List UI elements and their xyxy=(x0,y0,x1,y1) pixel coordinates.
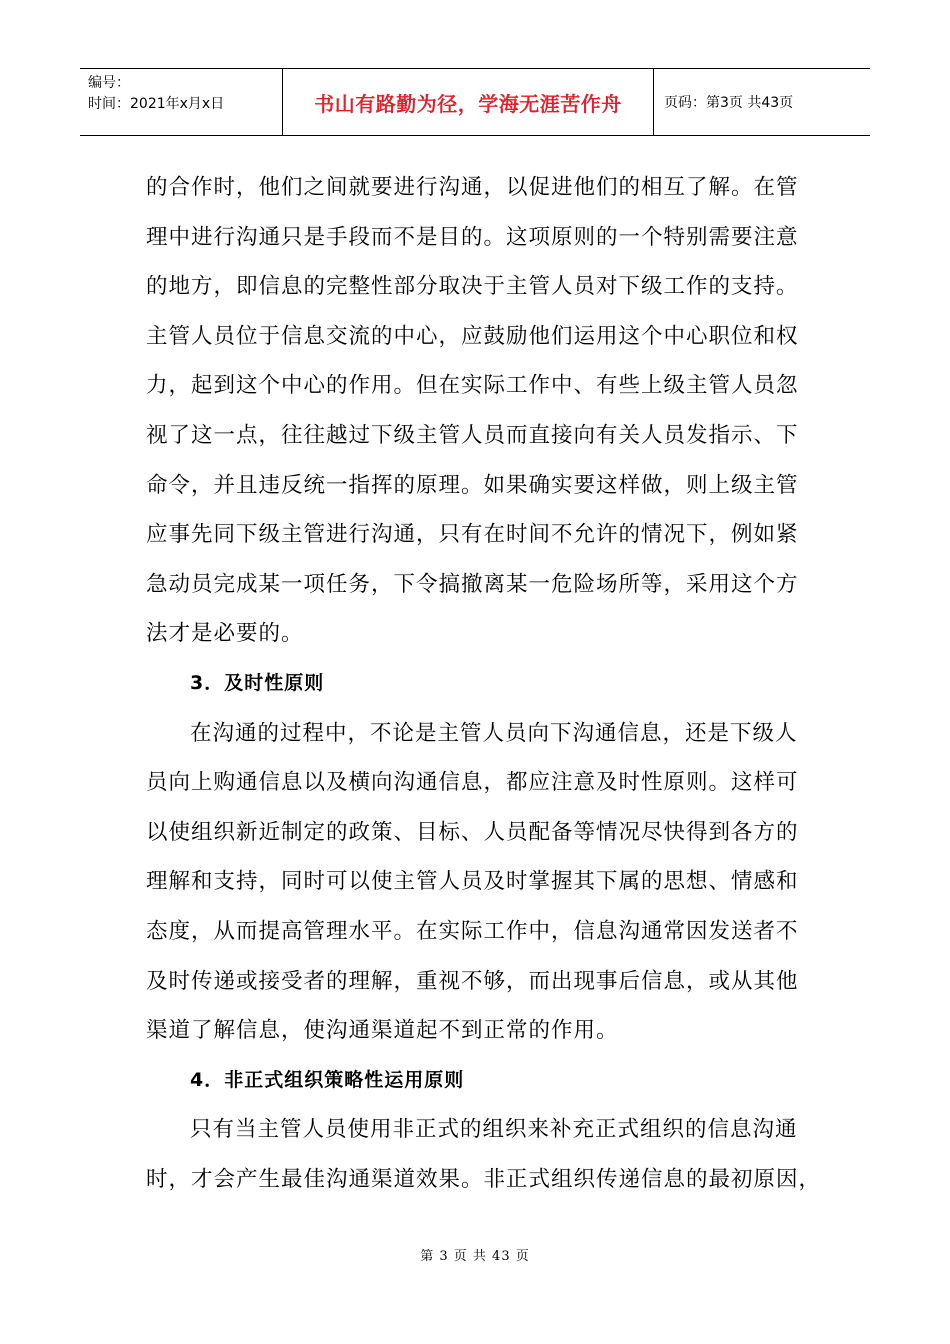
text-line: 的地方，即信息的完整性部分取决于主管人员对下级工作的支持。 xyxy=(146,274,799,300)
text-line: 应事先同下级主管进行沟通，只有在时间不允许的情况下，例如紧 xyxy=(146,522,799,548)
header-meta xyxy=(80,69,282,135)
text-line: 渠道了解信息，使沟通渠道起不到正常的作用。 xyxy=(146,1018,619,1044)
text-line: 急动员完成某一项任务，下令搞撤离某一危险场所等，采用这个方 xyxy=(146,571,799,597)
text-line: 员向上购通信息以及横向沟通信息，都应注意及时性原则。这样可 xyxy=(146,770,799,796)
header-time-label: 时间：2021年x月x日 xyxy=(88,96,225,112)
text-line: 时，才会产生最佳沟通渠道效果。非正式组织传递信息的最初原因， xyxy=(146,1166,822,1192)
text-line: 的合作时，他们之间就要进行沟通，以促进他们的相互了解。在管 xyxy=(146,175,799,200)
header-number-label: 编号： xyxy=(88,75,130,91)
text-line: 理解和支持，同时可以使主管人员及时掌握其下属的思想、情感和 xyxy=(146,869,799,895)
text-line: 只有当主管人员使用非正式的组织来补充正式组织的信息沟通 xyxy=(190,1117,798,1143)
document-body xyxy=(146,163,822,1204)
document-header xyxy=(80,68,870,136)
section-heading-4: 4．非正式组织策略性运用原则 xyxy=(190,1068,465,1091)
text-line: 力，起到这个中心的作用。但在实际工作中、有些上级主管人员忽 xyxy=(146,373,799,399)
page-footer: 第 3 页 共 43 页 xyxy=(420,1249,530,1264)
paragraph-2 xyxy=(146,709,806,1056)
paragraph-1 xyxy=(146,163,806,659)
text-line: 法才是必要的。 xyxy=(146,621,304,647)
section-heading-3: 3．及时性原则 xyxy=(190,671,325,694)
text-line: 及时传递或接受者的理解，重视不够，而出现事后信息，或从其他 xyxy=(146,968,799,994)
header-motto: 书山有路勤为径，学海无涯苦作舟 xyxy=(282,69,654,135)
text-line: 在沟通的过程中，不论是主管人员向下沟通信息，还是下级人 xyxy=(190,720,798,746)
text-line: 以使组织新近制定的政策、目标、人员配备等情况尽快得到各方的 xyxy=(146,819,799,845)
text-line: 态度，从而提高管理水平。在实际工作中，信息沟通常因发送者不 xyxy=(146,918,799,944)
text-line: 命令，并且违反统一指挥的原理。如果确实要这样做，则上级主管 xyxy=(146,472,799,498)
text-line: 主管人员位于信息交流的中心，应鼓励他们运用这个中心职位和权 xyxy=(146,323,799,349)
text-line: 视了这一点，往往越过下级主管人员而直接向有关人员发指示、下 xyxy=(146,422,799,448)
header-page-info: 页码：第3页 共43页 xyxy=(664,95,794,111)
paragraph-3 xyxy=(146,1105,822,1204)
text-line: 理中进行沟通只是手段而不是目的。这项原则的一个特别需要注意 xyxy=(146,224,799,250)
